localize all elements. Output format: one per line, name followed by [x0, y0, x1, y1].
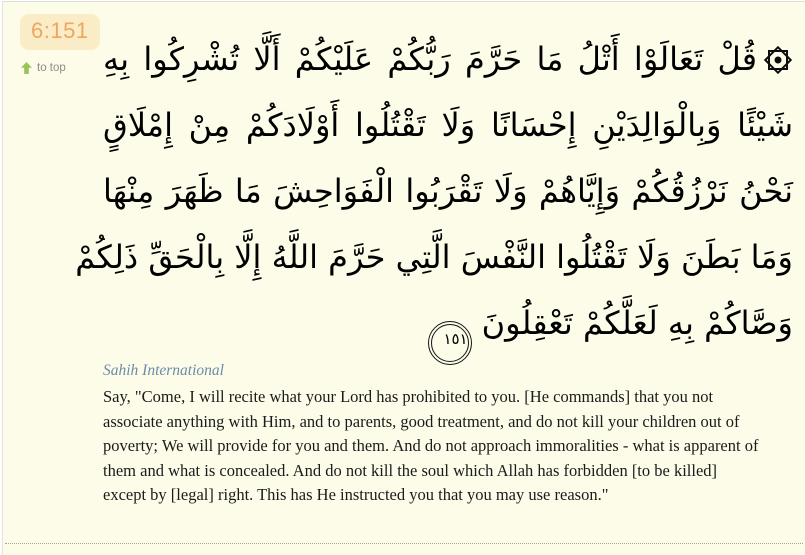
to-top-link[interactable] [21, 62, 66, 74]
arabic-line-text: وَصَّاكُمْ بِهِ لَعَلَّكُمْ تَعْقِلُونَ [481, 304, 793, 342]
verse-panel [2, 1, 805, 555]
ayah-end-marker [428, 321, 472, 365]
verse-reference-badge[interactable]: 6:151 [20, 14, 100, 50]
translation-text: Say, "Come, I will recite what your Lord has prohibited to you. [He commands] that you not associate anything with Him, and to parents, good treatment, and do not kill your children out of poverty; We will provide for you and them. And do not approach immoralities - what is apparent of them and what is concealed. And do not kill the soul which Allah has forbidden [to be killed] except by [legal] right. This has He instructed you that you may use reason." [103, 387, 759, 504]
arabic-line-text: قُلْ تَعَالَوْا أَتْلُ مَا حَرَّمَ رَبُّكُمْ عَلَيْكُمْ أَلَّا تُشْرِكُوا بِهِ [103, 40, 757, 78]
arabic-line [103, 26, 793, 92]
to-top-label: to top [37, 62, 66, 74]
arabic-verse-text [75, 26, 793, 365]
arabic-line [103, 290, 793, 365]
arabic-line [103, 158, 793, 224]
section-divider [5, 543, 803, 544]
ayah-number: ١٥١ [443, 330, 468, 348]
arabic-line [103, 92, 793, 158]
translator-name[interactable]: Sahih International [103, 362, 224, 379]
arabic-line-text: شَيْئًا وَبِالْوَالِدَيْنِ إِحْسَانًا وَلَا تَقْتُلُوا أَوْلَادَكُمْ مِنْ إِمْلَاقٍ [103, 106, 793, 144]
rub-el-hizb-icon [763, 45, 793, 75]
translation-section [103, 362, 759, 508]
arabic-line [75, 224, 793, 290]
arabic-line-text: وَمَا بَطَنَ وَلَا تَقْتُلُوا النَّفْسَ الَّتِي حَرَّمَ اللَّهُ إِلَّا بِالْحَقِّ ذَلِكُمْ [75, 238, 793, 276]
arabic-line-text: نَحْنُ نَرْزُقُكُمْ وَإِيَّاهُمْ وَلَا تَقْرَبُوا الْفَوَاحِشَ مَا ظَهَرَ مِنْهَا [103, 172, 793, 210]
up-arrow-icon [21, 62, 32, 74]
